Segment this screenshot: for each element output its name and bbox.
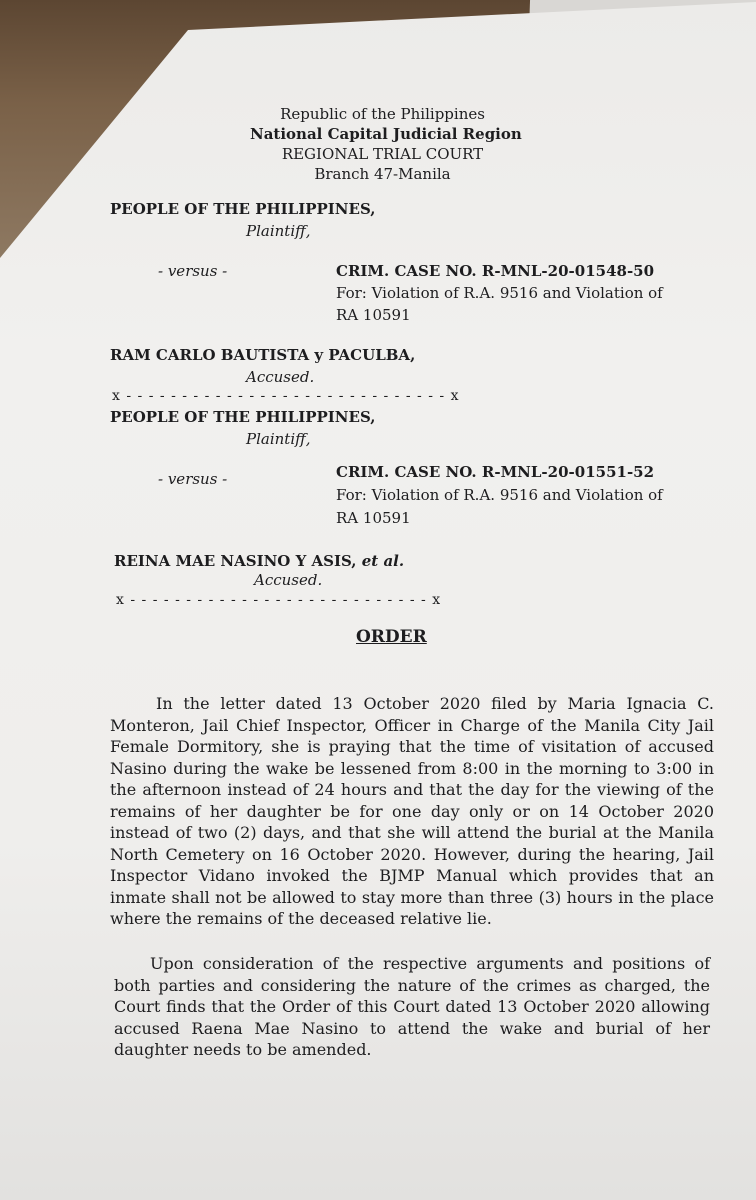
case1-plaintiff: PEOPLE OF THE PHILIPPINES, (110, 200, 376, 218)
header-court: REGIONAL TRIAL COURT (281, 145, 484, 163)
case1-plaintiff-role: Plaintiff, (246, 222, 311, 240)
case2-accused-etal: et al. (361, 552, 405, 570)
case1-versus: - versus - (158, 262, 228, 280)
case1-separator: x - - - - - - - - - - - - - - - - - - - - - - - - - - - - - x (112, 388, 460, 404)
case2-accused-name: REINA MAE NASINO Y ASIS, (114, 552, 357, 570)
case1-charge-line1: For: Violation of R.A. 9516 and Violation of (336, 284, 663, 302)
order-title: ORDER (356, 627, 427, 647)
case1-accused-role: Accused. (246, 368, 315, 386)
header-republic: Republic of the Philippines (280, 105, 485, 123)
case2-versus: - versus - (158, 470, 228, 488)
case2-case-number: CRIM. CASE NO. R-MNL-20-01551-52 (336, 463, 655, 481)
order-paragraph-1: In the letter dated 13 October 2020 filed by Maria Ignacia C. Monteron, Jail Chief Inspector, Officer in Charge of the Manila City Jail Female Dormitory, she is praying that the time of visitation of accused Nasino during the wake be lessened from 8:00 in the morning to 3:00 in the afternoon instead of 24 hours and that the day for the viewing of the remains of her daughter be for one day only or on 14 October 2020 instead of two (2) days, and that she will attend the burial at the Manila North Cemetery on 16 October 2020. However, during the hearing, Jail Inspector Vidano invoked the BJMP Manual which provides that an inmate shall not be allowed to stay more than three (3) hours in the place where the remains of the deceased relative lie. (110, 694, 714, 928)
case2-plaintiff: PEOPLE OF THE PHILIPPINES, (110, 408, 376, 426)
order-paragraph-2: Upon consideration of the respective arguments and positions of both parties and considering the nature of the crimes as charged, the Court finds that the Order of this Court dated 13 October 2020 allowing accused Raena Mae Nasino to attend the wake and burial of her daughter needs to be amended. (114, 954, 710, 1059)
case2-separator: x - - - - - - - - - - - - - - - - - - - - - - - - - - - x (116, 592, 442, 608)
case2-charge-line2: RA 10591 (336, 509, 411, 527)
case2-accused-role: Accused. (254, 571, 323, 589)
header-branch: Branch 47-Manila (314, 165, 451, 183)
case1-charge-line2: RA 10591 (336, 306, 411, 324)
case1-accused: RAM CARLO BAUTISTA y PACULBA, (110, 346, 416, 364)
case1-case-number: CRIM. CASE NO. R-MNL-20-01548-50 (336, 262, 655, 280)
case2-charge-line1: For: Violation of R.A. 9516 and Violation of (336, 486, 663, 504)
header-region: National Capital Judicial Region (250, 125, 522, 143)
case2-accused (114, 552, 404, 570)
case2-plaintiff-role: Plaintiff, (246, 430, 311, 448)
